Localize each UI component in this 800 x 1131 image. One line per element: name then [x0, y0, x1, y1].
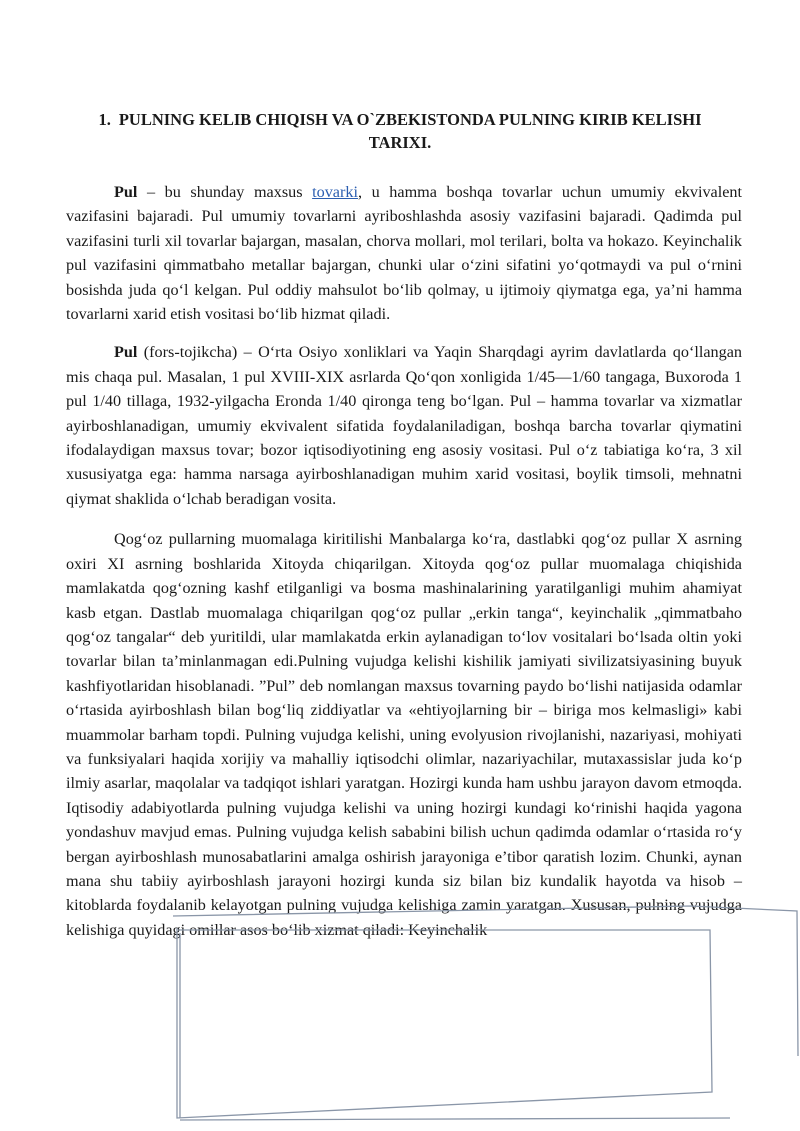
section-title-text: PULNING KELIB CHIQISH VA O`ZBEKISTONDA PULNING KIRIB KELISHI TARIXI.: [118, 110, 702, 152]
section-number: 1.: [98, 110, 111, 129]
document-body: [66, 180, 742, 956]
term-pul: Pul: [114, 183, 138, 201]
overlay-stroke-inner: [177, 928, 712, 1118]
paragraph-3: [66, 527, 742, 942]
paragraph-3-text: Qog‘oz pullarning muomalaga kiritilishi Manbalarga ko‘ra, dastlabki qog‘oz pullar X asrning oxiri XI asrning boshlarida Xitoyda chiqarilgan. Xitoyda qog‘oz pullar muomalaga chiqishida mamlakatda qog‘ozning kashf etilganligi va bosma mashinalarining yaratilganligi muhim ahamiyat kasb etgan. Dastlab muomalaga chiqarilgan qog‘oz pullar „erkin tanga“, keyinchalik „qimmatbaho qog‘oz tangalar“ deb yuritildi, ular mamlakatda erkin aylanadigan to‘lov vositalari bo‘lsada oltin yoki tovarlar bilan ta’minlanmagan edi.Pulning vujudga kelishi kishilik jamiyati sivilizatsiyasining buyuk kashfiyotlaridan hisoblanadi. ”Pul” deb nomlangan maxsus tovarning paydo bo‘lishi natijasida odamlar o‘rtasida ayirboshlash bilan bog‘liq ziddiyatlar va «ehtiyojlarning bir – biriga mos kelmasligi» kabi muammolar barham topdi. Pulning vujudga kelishi, uning evolyusion rivojlanishi, nazariyasi, mohiyati va funksiyalari haqida xorijiy va mahalliy iqtisodchi olimlar, nazariyachilar, mutaxassislar juda ko‘p ilmiy asarlar, maqolalar va tadqiqot ishlari yaratgan. Hozirgi kunda ham ushbu jarayon davom etmoqda. Iqtisodiy adabiyotlarda pulning vujudga kelishi va uning hozirgi kundagi ko‘rinishi haqida yagona yondashuv mavjud emas. Pulning vujudga kelish sababini bilish uchun qadimda odamlar o‘rtasida ro‘y bergan ayirboshlash munosabatlarini amalga oshirish jarayoniga e’tibor qaratish lozim. Chunki, aynan mana shu tabiiy ayirboshlash jarayoni hozirgi kunda siz bilan biz kundalik hayotda va hisob – kitoblarda foydalanib kelayotgan pulning vujudga kelishiga zamin yaratgan. Xususan, pulning vujudga kelishiga quyidagi omillar asos bo‘lib xizmat qiladi: Keyinchalik: [66, 530, 742, 939]
overlay-stroke-bottom: [180, 1118, 730, 1120]
section-title: [66, 108, 734, 154]
paragraph-2-text: (fors-tojikcha) – O‘rta Osiyo xonliklari va Yaqin Sharqdagi ayrim davlatlarda qo‘llangan mis chaqa pul. Masalan, 1 pul XVIII-XIX asrlarda Qo‘qon xonligida 1/45—1/60 tangaga, Buxoroda 1 pul 1/40 tillaga, 1932-yilgacha Eronda 1/40 qironga teng bo‘lgan. Pul – hamma tovarlar va xizmatlar ayirboshlanadigan, umumiy ekvivalent sifatida foydalaniladigan, boshqa barcha tovarlar qiymatini ifodalaydigan maxsus tovar; bozor iqtisodiyotining eng asosiy vositasi. Pul o‘z tabiatiga ko‘ra, 3 xil xususiyatga ega: hamma narsaga ayirboshlanadigan muhim xarid vositasi, boylik timsoli, mehnatni qiymat shaklida o‘lchab beradigan vosita.: [66, 343, 742, 508]
paragraph-1-text: , u hamma boshqa tovarlar uchun umumiy ekvivalent vazifasini bajaradi. Pul umumiy tovarlarni ayriboshlashda asosiy vazifasini bajaradi. Qadimda pul vazifasini turli xil tovarlar bajargan, masalan, chorva mollari, mol terilari, bolta va hokazo. Keyinchalik pul vazifasini qimmatbaho metallar bajargan, chunki ular o‘zini sifatini yo‘qotmaydi va pul o‘rnini bosishda juda qo‘l kelgan. Pul oddiy mahsulot bo‘lib qolmay, u ijtimoiy qiymatga ega, ya’ni hamma tovarlarni xarid etish vositasi bo‘lib hizmat qiladi.: [66, 183, 743, 324]
paragraph-1: [66, 180, 742, 326]
tovarki-link[interactable]: tovarki: [312, 183, 358, 201]
paragraph-1-intro: – bu shunday maxsus: [137, 183, 313, 201]
term-pul-2: Pul: [114, 343, 138, 362]
paragraph-2: [66, 340, 742, 511]
